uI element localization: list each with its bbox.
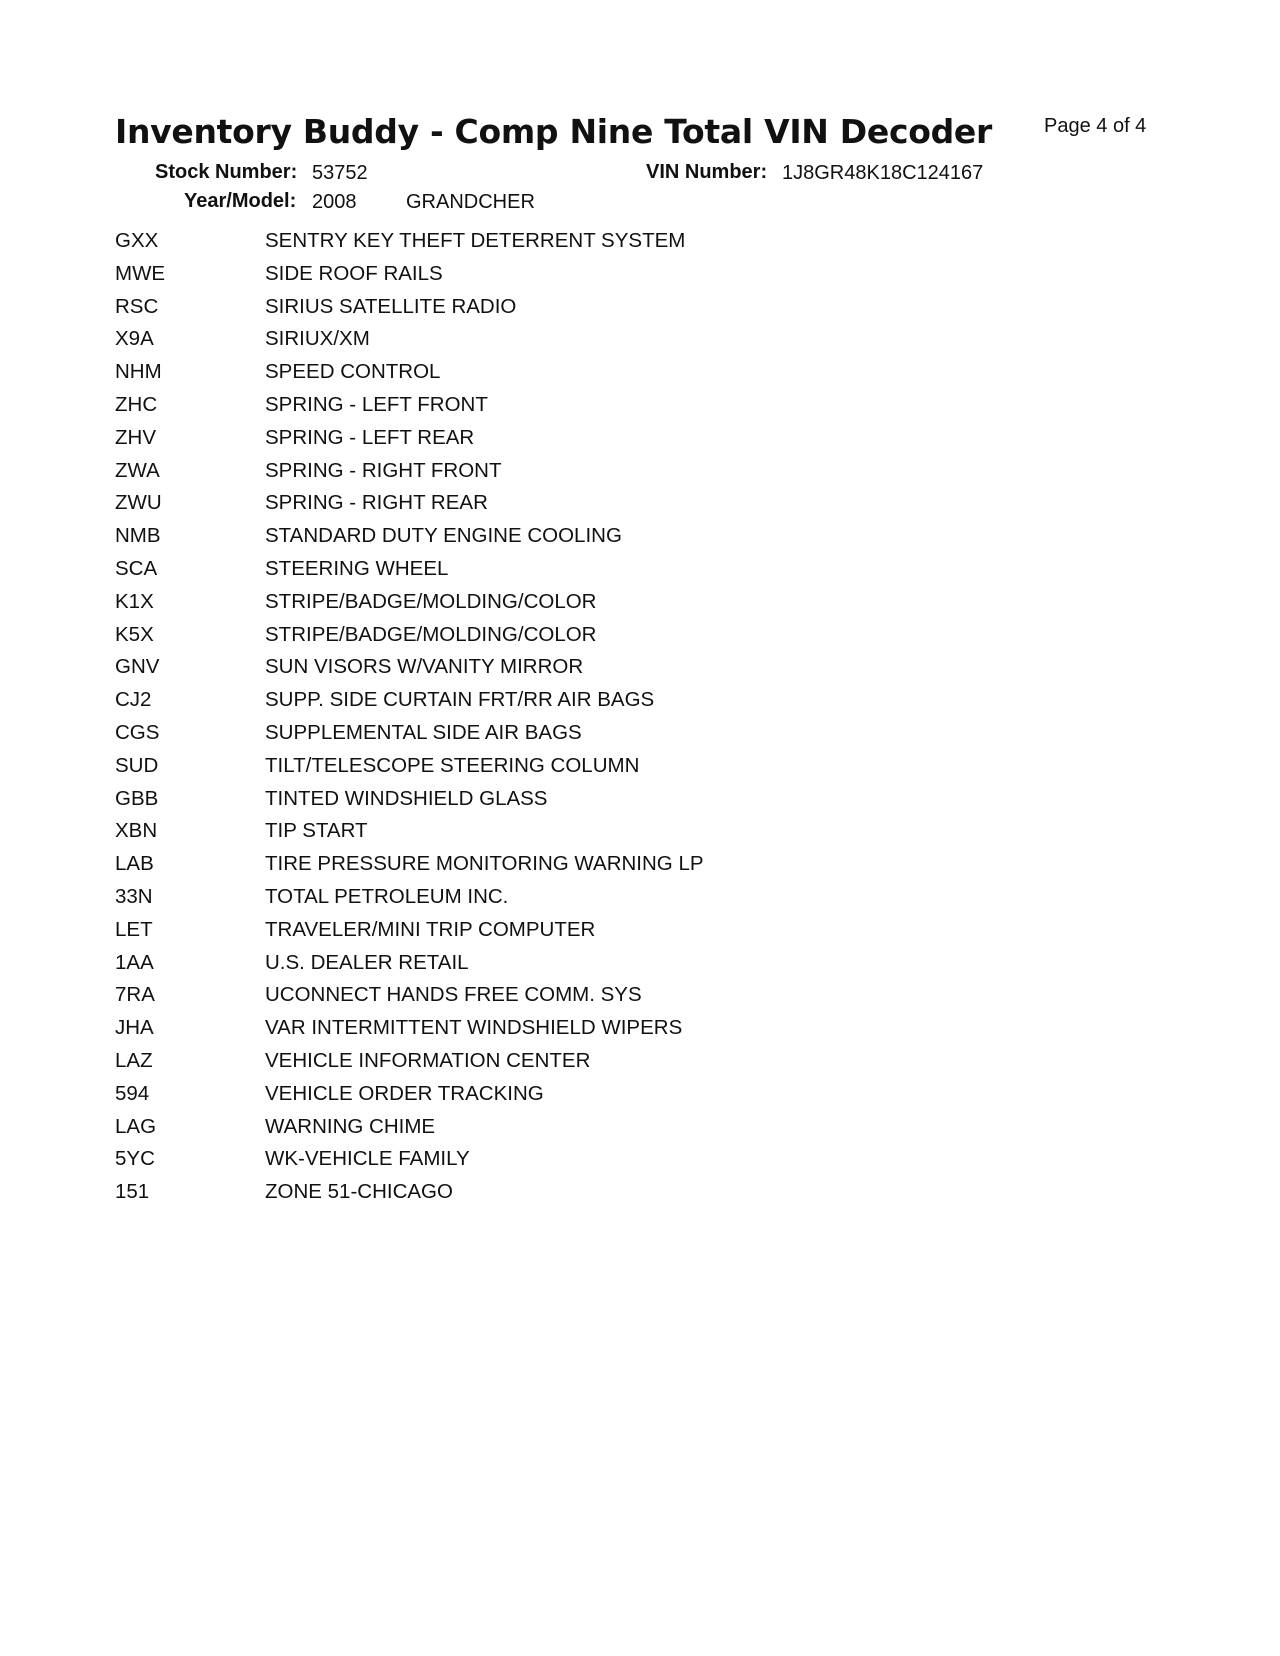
option-code: NHM [115, 360, 162, 384]
option-list [115, 229, 1015, 1213]
option-description: SENTRY KEY THEFT DETERRENT SYSTEM [265, 229, 686, 252]
option-row [115, 918, 1015, 951]
option-row [115, 459, 1015, 492]
option-code: ZWA [115, 458, 160, 482]
option-row [115, 590, 1015, 623]
option-description: SIDE ROOF RAILS [265, 261, 443, 285]
option-description: SIRIUS SATELLITE RADIO [265, 294, 517, 318]
option-description: SUN VISORS W/VANITY MIRROR [265, 655, 584, 679]
option-description: STRIPE/BADGE/MOLDING/COLOR [265, 589, 597, 613]
option-code: JHA [115, 1016, 154, 1040]
option-code: GXX [115, 229, 159, 252]
option-row [115, 295, 1015, 328]
option-code: RSC [115, 294, 159, 318]
option-row [115, 885, 1015, 918]
option-row [115, 1016, 1015, 1049]
option-description: SUPPLEMENTAL SIDE AIR BAGS [265, 720, 582, 744]
option-row [115, 1049, 1015, 1082]
option-row [115, 557, 1015, 590]
option-description: ZONE 51-CHICAGO [265, 1180, 453, 1204]
option-code: SCA [115, 556, 158, 580]
option-code: K1X [115, 589, 154, 613]
option-row [115, 360, 1015, 393]
vin-number-label: VIN Number: [646, 161, 768, 183]
option-description: TRAVELER/MINI TRIP COMPUTER [265, 917, 596, 941]
option-description: SPEED CONTROL [265, 360, 441, 384]
option-code: K5X [115, 622, 154, 646]
option-row [115, 787, 1015, 820]
option-description: TILT/TELESCOPE STEERING COLUMN [265, 753, 640, 777]
year-model-label: Year/Model: [184, 190, 297, 212]
option-code: CGS [115, 720, 160, 744]
option-code: NMB [115, 524, 161, 548]
page-number: Page 4 of 4 [1044, 115, 1147, 137]
option-description: TIP START [265, 819, 368, 843]
option-description: SUPP. SIDE CURTAIN FRT/RR AIR BAGS [265, 688, 655, 712]
option-row [115, 852, 1015, 885]
option-code: LET [115, 917, 153, 941]
option-code: ZWU [115, 491, 162, 515]
option-description: SIRIUX/XM [265, 327, 370, 351]
option-description: SPRING - LEFT FRONT [265, 392, 488, 416]
option-description: SPRING - LEFT REAR [265, 425, 475, 449]
option-row [115, 393, 1015, 426]
option-description: STANDARD DUTY ENGINE COOLING [265, 524, 622, 548]
option-description: VEHICLE ORDER TRACKING [265, 1081, 544, 1105]
stock-number-value: 53752 [312, 162, 368, 184]
option-code: GBB [115, 786, 159, 810]
option-description: UCONNECT HANDS FREE COMM. SYS [265, 983, 642, 1007]
option-description: STEERING WHEEL [265, 556, 449, 580]
option-code: GNV [115, 655, 160, 679]
option-description: VEHICLE INFORMATION CENTER [265, 1048, 591, 1072]
option-row [115, 1082, 1015, 1115]
option-description: SPRING - RIGHT REAR [265, 491, 488, 515]
option-code: 594 [115, 1081, 150, 1105]
option-row [115, 1180, 1015, 1213]
option-code: ZHV [115, 425, 156, 449]
option-code: ZHC [115, 392, 158, 416]
option-description: STRIPE/BADGE/MOLDING/COLOR [265, 622, 597, 646]
option-row [115, 819, 1015, 852]
option-row [115, 229, 1015, 262]
option-description: TIRE PRESSURE MONITORING WARNING LP [265, 852, 704, 876]
option-code: MWE [115, 261, 166, 285]
option-row [115, 524, 1015, 557]
year-value: 2008 [312, 191, 357, 213]
vin-number-value: 1J8GR48K18C124167 [782, 162, 984, 184]
option-row [115, 721, 1015, 754]
option-code: SUD [115, 753, 159, 777]
option-code: 1AA [115, 950, 154, 974]
option-code: 7RA [115, 983, 155, 1007]
option-code: LAB [115, 852, 154, 876]
option-row [115, 655, 1015, 688]
option-row [115, 754, 1015, 787]
option-row [115, 1147, 1015, 1180]
option-description: WARNING CHIME [265, 1114, 436, 1138]
option-row [115, 623, 1015, 656]
option-code: LAG [115, 1114, 157, 1138]
option-row [115, 1115, 1015, 1148]
option-code: LAZ [115, 1048, 153, 1072]
option-description: VAR INTERMITTENT WINDSHIELD WIPERS [265, 1016, 683, 1040]
model-value: GRANDCHER [406, 191, 535, 213]
page-title: Inventory Buddy - Comp Nine Total VIN Decoder [115, 112, 992, 151]
option-row [115, 262, 1015, 295]
option-row [115, 327, 1015, 360]
option-row [115, 951, 1015, 984]
option-row [115, 688, 1015, 721]
option-row [115, 491, 1015, 524]
option-description: SPRING - RIGHT FRONT [265, 458, 502, 482]
option-description: WK-VEHICLE FAMILY [265, 1147, 470, 1171]
option-row [115, 426, 1015, 459]
option-code: XBN [115, 819, 158, 843]
option-description: TOTAL PETROLEUM INC. [265, 884, 509, 908]
option-code: 33N [115, 884, 153, 908]
stock-number-label: Stock Number: [155, 161, 298, 183]
option-row [115, 983, 1015, 1016]
option-code: 5YC [115, 1147, 155, 1171]
option-code: CJ2 [115, 688, 152, 712]
option-code: 151 [115, 1180, 150, 1204]
option-description: TINTED WINDSHIELD GLASS [265, 786, 548, 810]
option-description: U.S. DEALER RETAIL [265, 950, 469, 974]
option-code: X9A [115, 327, 154, 351]
